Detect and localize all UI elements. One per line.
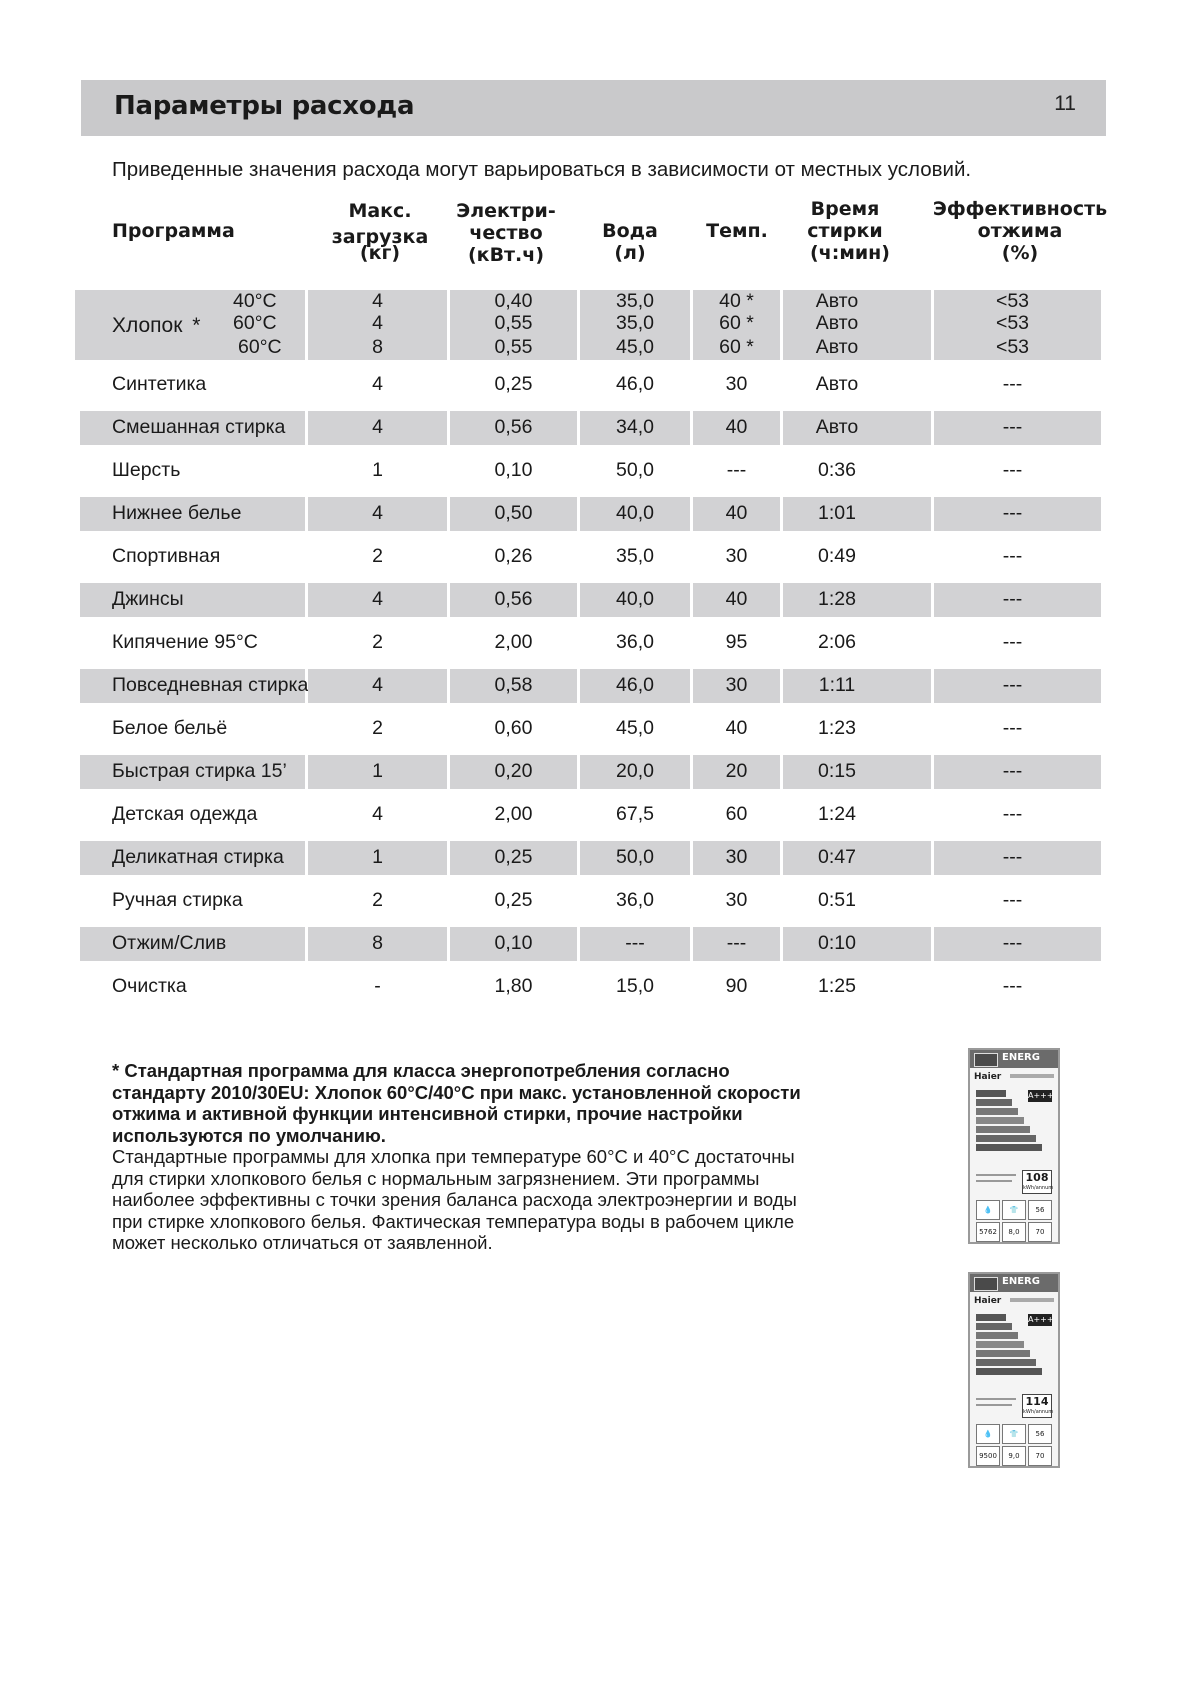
cell-program: Повседневная стирка xyxy=(80,669,305,703)
cell-water: 45,0 xyxy=(616,717,654,739)
water-icon: 💧 xyxy=(976,1424,1000,1444)
cell-time: 1:11 xyxy=(783,669,931,703)
cell-power: 0,56 xyxy=(450,411,577,445)
cell-load: 4 xyxy=(308,583,447,617)
cell-load: 2 xyxy=(372,545,383,567)
cell-spin: --- xyxy=(1002,459,1023,481)
cotton-name: Хлопок xyxy=(112,314,183,337)
cell-water: 50,0 xyxy=(616,459,654,481)
cell-spin: --- xyxy=(1002,803,1023,825)
cell-time: Авто Авто Авто xyxy=(783,290,931,360)
cell-water: 46,0 xyxy=(616,373,654,395)
cell-power: 2,00 xyxy=(494,631,533,653)
footnote xyxy=(112,1060,912,1254)
cell-spin: --- xyxy=(934,497,1101,531)
cell-load: 2 xyxy=(372,631,383,653)
cell-temp: 95 xyxy=(725,631,748,653)
eu-flag-icon xyxy=(974,1053,998,1067)
cell-temp: 40 xyxy=(693,497,780,531)
cell-program: Детская одежда xyxy=(112,803,258,825)
shirt-icon: 👕 xyxy=(1002,1200,1026,1220)
cell-load: 4 xyxy=(372,803,383,825)
cell-power: 0,25 xyxy=(494,889,533,911)
cell-spin: --- xyxy=(934,755,1101,789)
footnote-line: может несколько отличаться от заявленной. xyxy=(112,1232,493,1253)
table-row xyxy=(0,411,1190,445)
cell-spin: --- xyxy=(934,669,1101,703)
cell-power: 2,00 xyxy=(494,803,533,825)
energy-label-1: ENERG Haier A+++ 108 kWh/annum 💧 👕 56 5762 8,0 70 xyxy=(968,1048,1060,1244)
cell-temp: 40 xyxy=(693,583,780,617)
footnote-line: для стирки хлопкового белья с нормальным загрязнением. Эти программы xyxy=(112,1167,760,1189)
cell-temp: 30 xyxy=(693,669,780,703)
cell-load: 4 xyxy=(308,669,447,703)
cell-temp: 40 xyxy=(693,411,780,445)
header-temp: Темп. xyxy=(706,220,768,242)
cell-program: Отжим/Слив xyxy=(80,927,305,961)
cell-time: Авто xyxy=(815,373,859,395)
table-row-cotton xyxy=(0,290,1190,360)
footnote-line: при стирке хлопкового белья. Фактическая температура воды в рабочем цикле xyxy=(112,1210,795,1232)
cell-water: --- xyxy=(580,927,690,961)
footnote-bold-line: * Стандартная программа для класса энергопотребления согласно xyxy=(112,1060,730,1081)
cell-program: Кипячение 95°C xyxy=(112,631,258,653)
cell-temp: 60 xyxy=(725,803,748,825)
cell-water: 36,0 xyxy=(616,631,654,653)
cell-time: 0:15 xyxy=(783,755,931,789)
cell-spin: --- xyxy=(1002,717,1023,739)
cell-program: Очистка xyxy=(112,975,187,997)
cell-spin: --- xyxy=(934,841,1101,875)
cell-water: 36,0 xyxy=(616,889,654,911)
brand-logo: Haier xyxy=(974,1296,1002,1306)
header-spin: Эффективность отжима (%) xyxy=(932,198,1108,264)
cell-time: 0:51 xyxy=(818,889,856,911)
intro-text: Приведенные значения расхода могут варьироваться в зависимости от местных условий. xyxy=(112,158,972,181)
table-row xyxy=(0,755,1190,789)
cell-program: Смешанная стирка xyxy=(80,411,305,445)
cell-program xyxy=(75,290,305,360)
cell-spin: --- xyxy=(934,583,1101,617)
table-row xyxy=(0,454,1190,488)
eu-flag-icon xyxy=(974,1277,998,1291)
cell-load: 2 xyxy=(372,717,383,739)
cell-temp: 30 xyxy=(725,373,748,395)
table-row xyxy=(0,927,1190,961)
cell-program: Джинсы xyxy=(80,583,305,617)
table-row xyxy=(0,497,1190,531)
cell-temp: 30 xyxy=(725,889,748,911)
cell-temp: --- xyxy=(726,459,747,481)
water-icon: 💧 xyxy=(976,1200,1000,1220)
cell-power: 0,26 xyxy=(494,545,533,567)
footnote-line: наиболее эффективны с точки зрения баланса расхода электроэнергии и воды xyxy=(112,1189,797,1210)
cotton-temp-2: 60°C xyxy=(233,312,277,334)
cotton-mark: * xyxy=(192,314,201,337)
title-bar xyxy=(81,80,1106,136)
cell-temp: 90 xyxy=(725,975,748,997)
table-row xyxy=(0,884,1190,918)
table-row xyxy=(0,368,1190,402)
cell-program: Шерсть xyxy=(112,459,181,481)
table-row xyxy=(0,712,1190,746)
table-row xyxy=(0,626,1190,660)
cell-temp: --- xyxy=(693,927,780,961)
cell-spin: --- xyxy=(1002,545,1023,567)
cell-time: 0:47 xyxy=(783,841,931,875)
header-water: Вода (л) xyxy=(602,220,658,264)
cell-time: 1:24 xyxy=(818,803,856,825)
annual-energy: 108 kWh/annum xyxy=(1022,1170,1052,1194)
table-row xyxy=(0,970,1190,1004)
cell-load: - xyxy=(374,975,381,997)
cell-time: 1:28 xyxy=(783,583,931,617)
cell-power: 0,40 0,55 0,55 xyxy=(450,290,577,360)
cell-program: Белое бельё xyxy=(112,717,228,739)
cell-program: Быстрая стирка 15’ xyxy=(80,755,305,789)
cell-spin: --- xyxy=(934,411,1101,445)
cell-water: 35,0 35,0 45,0 xyxy=(580,290,690,360)
cell-time: 2:06 xyxy=(818,631,856,653)
footnote-bold-line: используются по умолчанию. xyxy=(112,1124,386,1146)
cell-temp: 30 xyxy=(693,841,780,875)
cell-power: 0,58 xyxy=(450,669,577,703)
table-row xyxy=(0,798,1190,832)
cell-power: 0,25 xyxy=(494,373,533,395)
cell-time: 0:36 xyxy=(818,459,856,481)
cell-temp: 20 xyxy=(693,755,780,789)
shirt-icon: 👕 xyxy=(1002,1424,1026,1444)
table-row xyxy=(0,583,1190,617)
cell-power: 0,60 xyxy=(494,717,533,739)
header-power: Электри- чество (кВт.ч) xyxy=(456,200,556,266)
cell-temp: 40 xyxy=(725,717,748,739)
cell-time: 1:25 xyxy=(818,975,856,997)
cell-power: 1,80 xyxy=(494,975,533,997)
cell-load: 2 xyxy=(372,889,383,911)
cell-load: 4 xyxy=(372,373,383,395)
cell-spin: --- xyxy=(1002,975,1023,997)
cell-spin: --- xyxy=(1002,889,1023,911)
cell-program: Спортивная xyxy=(112,545,221,567)
cell-load: 4 xyxy=(308,497,447,531)
energy-label-2: ENERG Haier A+++ 114 kWh/annum 💧 👕 56 9500 9,0 70 xyxy=(968,1272,1060,1468)
cell-water: 46,0 xyxy=(580,669,690,703)
table-row xyxy=(0,669,1190,703)
cell-program: Ручная стирка xyxy=(112,889,243,911)
cell-temp: 40 * 60 * 60 * xyxy=(693,290,780,360)
header-time: Время стирки (ч:мин) xyxy=(807,198,890,264)
cotton-temp-1: 40°C xyxy=(233,290,277,312)
page-title: Параметры расхода xyxy=(114,91,415,121)
cell-load: 1 xyxy=(308,755,447,789)
cell-spin: <53 <53 <53 xyxy=(934,290,1101,360)
cell-power: 0,50 xyxy=(450,497,577,531)
footnote-bold-line: отжима и активной функции интенсивной стирки, прочие настройки xyxy=(112,1103,743,1124)
cell-water: 40,0 xyxy=(580,583,690,617)
cell-spin: --- xyxy=(934,927,1101,961)
table-row xyxy=(0,540,1190,574)
cell-water: 50,0 xyxy=(580,841,690,875)
cell-water: 35,0 xyxy=(616,545,654,567)
table-row xyxy=(0,841,1190,875)
cell-load: 4 4 8 xyxy=(308,290,447,360)
page-number: 11 xyxy=(1054,92,1076,115)
cell-temp: 30 xyxy=(725,545,748,567)
cell-water: 67,5 xyxy=(616,803,654,825)
footnote-line: Стандартные программы для хлопка при температуре 60°C и 40°C достаточны xyxy=(112,1146,795,1167)
cell-water: 15,0 xyxy=(616,975,654,997)
cell-time: 0:49 xyxy=(818,545,856,567)
cell-power: 0,10 xyxy=(494,459,533,481)
cell-power: 0,10 xyxy=(450,927,577,961)
cell-time: Авто xyxy=(783,411,931,445)
annual-energy: 114 kWh/annum xyxy=(1022,1394,1052,1418)
cell-program: Деликатная стирка xyxy=(80,841,305,875)
cell-spin: --- xyxy=(1002,373,1023,395)
cell-load: 4 xyxy=(308,411,447,445)
cell-program: Синтетика xyxy=(112,373,207,395)
cell-power: 0,20 xyxy=(450,755,577,789)
cell-load: 8 xyxy=(308,927,447,961)
cell-time: 1:01 xyxy=(783,497,931,531)
cell-load: 1 xyxy=(372,459,383,481)
cotton-temp-3: 60°C xyxy=(238,336,282,358)
cell-load: 1 xyxy=(308,841,447,875)
cell-spin: --- xyxy=(1002,631,1023,653)
brand-logo: Haier xyxy=(974,1072,1002,1082)
cell-water: 20,0 xyxy=(580,755,690,789)
cell-time: 1:23 xyxy=(818,717,856,739)
cell-water: 34,0 xyxy=(580,411,690,445)
energy-class: A+++ xyxy=(1028,1091,1054,1100)
cell-program: Нижнее белье xyxy=(80,497,305,531)
cell-power: 0,25 xyxy=(450,841,577,875)
header-load: Макс. загрузка (кг) xyxy=(331,200,429,264)
cell-water: 40,0 xyxy=(580,497,690,531)
cell-time: 0:10 xyxy=(783,927,931,961)
energy-class: A+++ xyxy=(1028,1315,1054,1324)
header-program: Программа xyxy=(112,220,235,242)
cell-power: 0,56 xyxy=(450,583,577,617)
footnote-bold-line: стандарту 2010/30EU: Хлопок 60°C/40°C при макс. установленной скорости xyxy=(112,1081,801,1103)
